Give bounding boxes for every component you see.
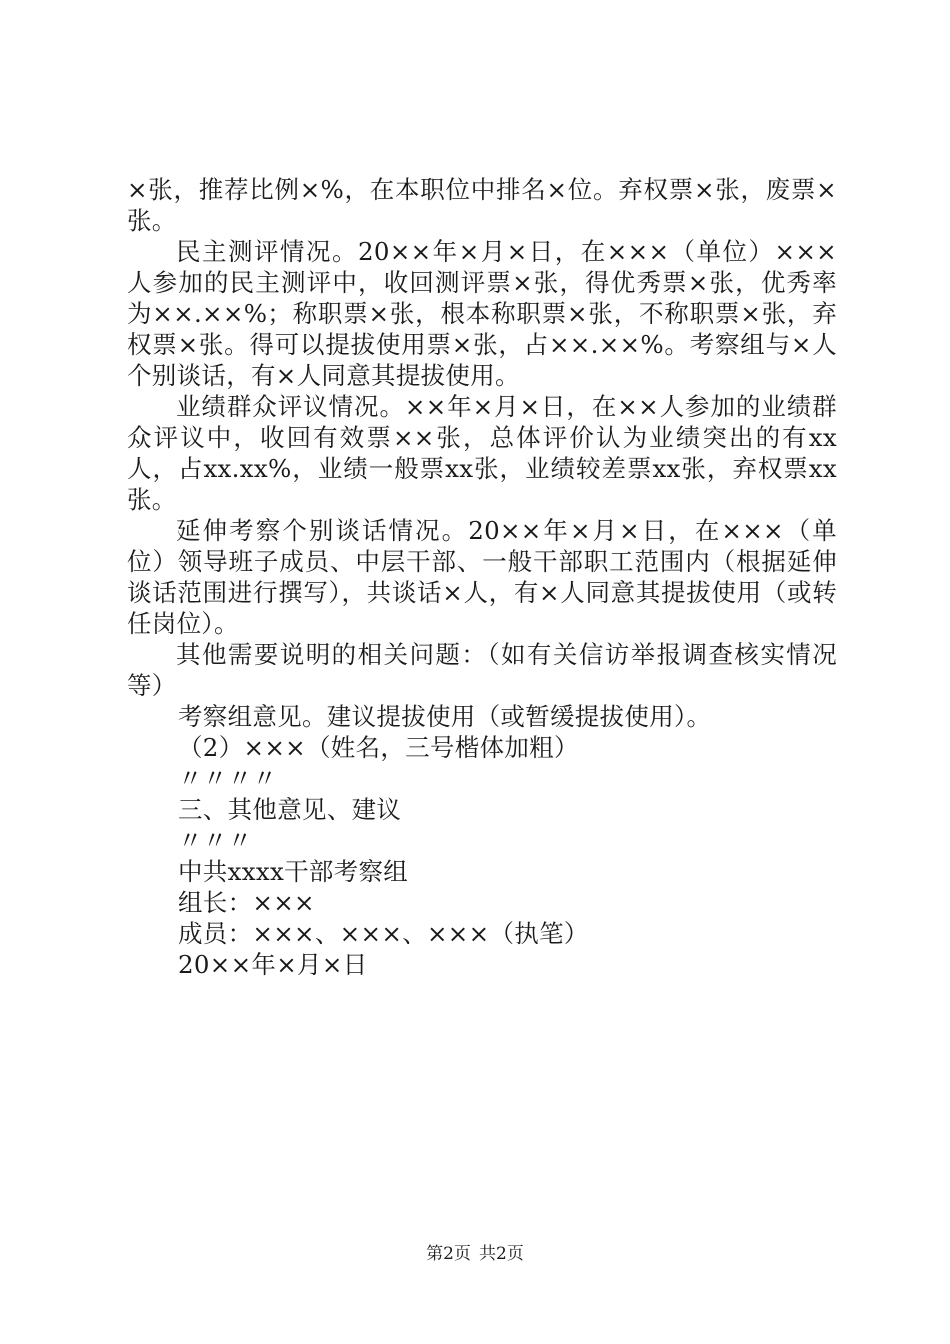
document-body [127, 174, 837, 980]
line-candidate-heading: （2）×××（姓名，三号楷体加粗） [178, 733, 579, 762]
page-total: 共2页 [479, 1244, 524, 1264]
line-team-opinion: 考察组意见。建议提拔使用（或暂缓提拔使用）。 [178, 702, 712, 731]
line-ditto-marks-2: 〃〃〃 [178, 826, 253, 855]
section-heading-other-opinions: 三、其他意见、建议 [178, 795, 402, 824]
paragraph-performance-review: 业绩群众评议情况。××年×月×日，在××人参加的业绩群众评议中，收回有效票××张，总体评价认为业绩突出的有xx人，占xx.xx%，业绩一般票xx张，业绩较差票xx张，弃权票xx张。 [127, 392, 837, 514]
signature-organization: 中共xxxx干部考察组 [178, 857, 409, 886]
paragraph-extended-interview: 延伸考察个别谈话情况。20××年×月×日，在×××（单位）领导班子成员、中层干部、一般干部职工范围内（根据延伸谈话范围进行撰写），共谈话×人，有×人同意其提拔使用（或转任岗位）。 [127, 516, 837, 638]
page-number: 第2页 [426, 1244, 471, 1264]
signature-members: 成员：×××、×××、×××（执笔） [178, 919, 589, 948]
signature-date: 20××年×月×日 [178, 950, 368, 979]
paragraph-vote-summary: ×张，推荐比例×%，在本职位中排名×位。弃权票×张，废票×张。 [127, 175, 837, 235]
paragraph-other-issues: 其他需要说明的相关问题：（如有关信访举报调查核实情况等） [127, 640, 837, 700]
signature-team-leader: 组长：××× [178, 888, 315, 917]
line-ditto-marks: 〃〃〃〃 [178, 764, 278, 793]
page-footer [0, 1243, 950, 1265]
paragraph-democratic-evaluation: 民主测评情况。20××年×月×日，在×××（单位）×××人参加的民主测评中，收回测评票×张，得优秀票×张，优秀率为××.××%；称职票×张，根本称职票×张，不称职票×张，弃权票×张。得可以提拔使用票×张，占××.××%。考察组与×人个别谈话，有×人同意其提拔使用。 [127, 237, 837, 390]
